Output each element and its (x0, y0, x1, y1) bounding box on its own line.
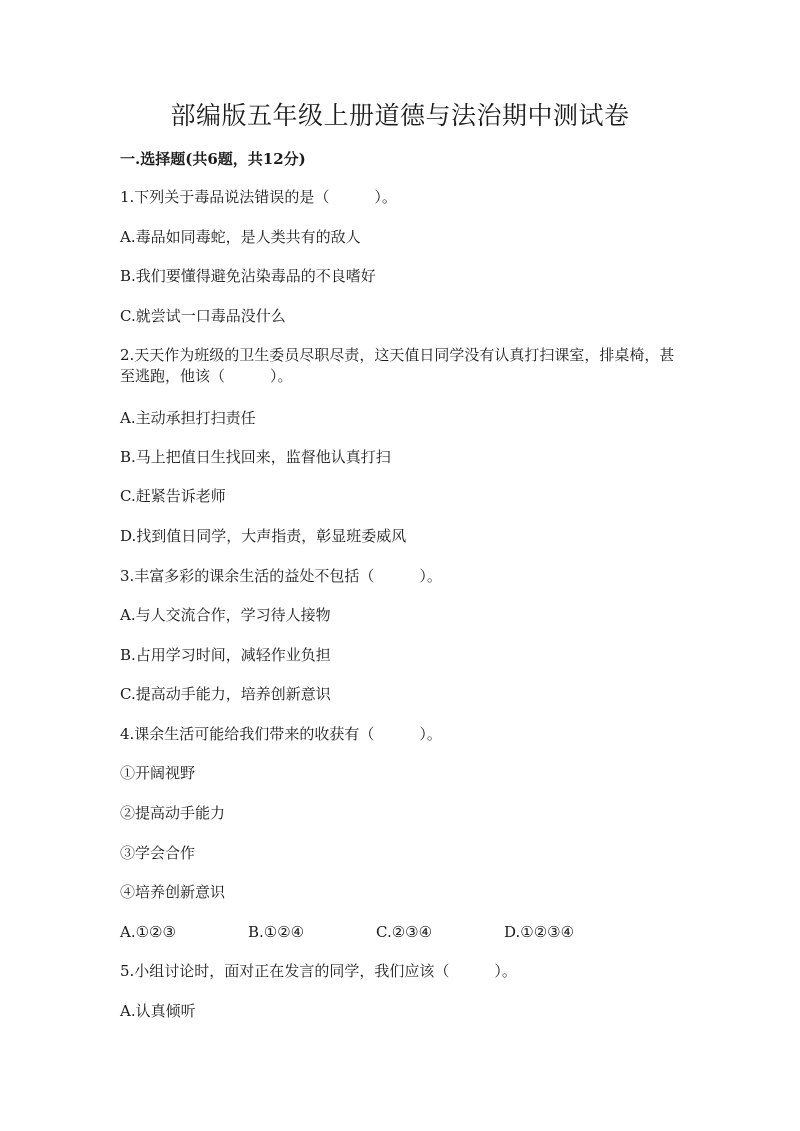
question-2-option-b: B.马上把值日生找回来，监督他认真打扫 (120, 448, 391, 466)
question-2-option-a: A.主动承担打扫责任 (120, 409, 256, 427)
question-4-stem: 4.课余生活可能给我们带来的收获有（ ）。 (120, 725, 442, 743)
question-4-option-d: D.①②③④ (504, 923, 575, 941)
question-5-stem: 5.小组讨论时，面对正在发言的同学，我们应该（ ）。 (120, 962, 517, 980)
question-4-option-a: A.①②③ (120, 923, 176, 941)
question-1-option-b: B.我们要懂得避免沾染毒品的不良嗜好 (120, 267, 376, 285)
page-title: 部编版五年级上册道德与法治期中测试卷 (170, 101, 630, 130)
question-1-option-c: C.就尝试一口毒品没什么 (120, 307, 286, 325)
question-1-option-a: A.毒品如同毒蛇，是人类共有的敌人 (120, 228, 361, 246)
question-2-option-d: D.找到值日同学，大声指责，彰显班委威风 (120, 527, 407, 545)
section-header: 一.选择题(共6题，共12分) (120, 150, 306, 168)
question-2-stem: 2.天天作为班级的卫生委员尽职尽责，这天值日同学没有认真打扫课室，排桌椅，甚至逃跑，他该（ ）。 (120, 346, 675, 385)
question-4-item-3: ③学会合作 (120, 844, 196, 862)
question-3-option-b: B.占用学习时间，减轻作业负担 (120, 646, 331, 664)
question-5-option-a: A.认真倾听 (120, 1002, 196, 1020)
question-1-stem: 1.下列关于毒品说法错误的是（ ）。 (120, 188, 397, 206)
question-4-option-b: B.①②④ (248, 923, 305, 941)
question-4-item-4: ④培养创新意识 (120, 883, 226, 901)
question-3-option-c: C.提高动手能力，培养创新意识 (120, 685, 331, 703)
question-3-stem: 3.丰富多彩的课余生活的益处不包括（ ）。 (120, 567, 442, 585)
question-2-option-c: C.赶紧告诉老师 (120, 487, 226, 505)
question-4-option-c: C.②③④ (376, 923, 433, 941)
question-4-item-1: ①开阔视野 (120, 764, 196, 782)
question-4-options (120, 922, 632, 943)
question-3-option-a: A.与人交流合作，学习待人接物 (120, 606, 331, 624)
question-4-item-2: ②提高动手能力 (120, 804, 226, 822)
